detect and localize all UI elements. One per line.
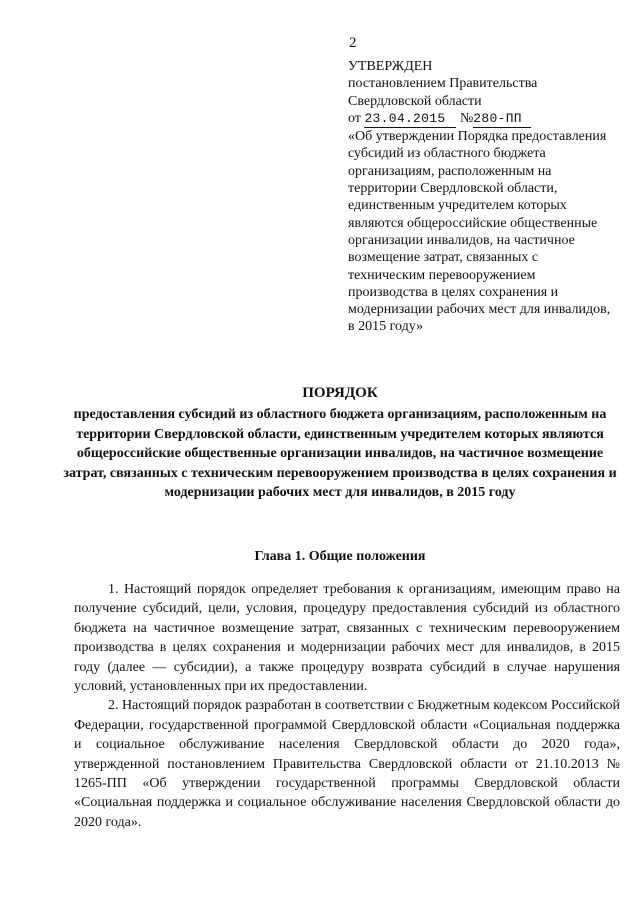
approval-date-line: [348, 110, 618, 128]
number-value: 280-ПП: [473, 110, 522, 126]
document-subtitle: предоставления субсидий из областного бюджета организациям, расположенным на территории Свердловской области, единственным учредителем которых являются общероссийские общественные организации инвалидов, на частичное возмещение затрат, связанных с техническим перевооружением производства в целях сохранения и модернизации рабочих мест для инвалидов, в 2015 году: [63, 407, 617, 501]
date-field: [364, 110, 456, 128]
chapter-title: Глава 1. Общие положения: [254, 549, 426, 564]
approval-line-1: постановлением Правительства: [348, 76, 538, 92]
approval-line-2: Свердловской области: [348, 93, 482, 109]
body-text: [74, 580, 620, 832]
paragraph-2: 2. Настоящий порядок разработан в соответствии с Бюджетным кодексом Российской Федерации, государственной программой Свердловской области «Социальная поддержка и социальное обслуживание населения Свердловской области до 2020 года», утвержденной постановлением Правительства Свердловской области от 21.10.2013 № 1265-ПП «Об утверждении государственной программы Свердловской области «Социальная поддержка и социальное обслуживание населения Свердловской области до 2020 года».: [74, 698, 620, 830]
number-prefix: №: [459, 110, 474, 126]
document-title-block: [60, 384, 620, 502]
number-field: [473, 110, 531, 128]
page-number: 2: [349, 35, 357, 51]
date-prefix: от: [348, 110, 361, 126]
document-heading: ПОРЯДОК: [302, 385, 378, 401]
approval-title: УТВЕРЖДЕН: [348, 59, 433, 74]
approval-subject: «Об утверждении Порядка предоставления субсидий из областного бюджета организациям, расположенным на территории Свердловской области, единственным учредителем которых являются общероссийские общественные организации инвалидов, на частичное возмещение затрат, связанных с техническим перевооружением производства в целях сохранения и модернизации рабочих мест для инвалидов, в 2015 году»: [348, 129, 611, 335]
date-value: 23.04.2015: [364, 110, 446, 126]
paragraph-1: 1. Настоящий порядок определяет требования к организациям, имеющим право на получение субсидий, цели, условия, процедуру предоставления субсидий из областного бюджета на частичное возмещение затрат, связанных с техническим перевооружением производства в целях сохранения и модернизации рабочих мест для инвалидов, в 2015 году (далее — субсидии), а также процедуру возврата субсидий в случае нарушения условий, установленных при их предоставлении.: [74, 582, 620, 695]
approval-stamp-block: [348, 58, 618, 336]
